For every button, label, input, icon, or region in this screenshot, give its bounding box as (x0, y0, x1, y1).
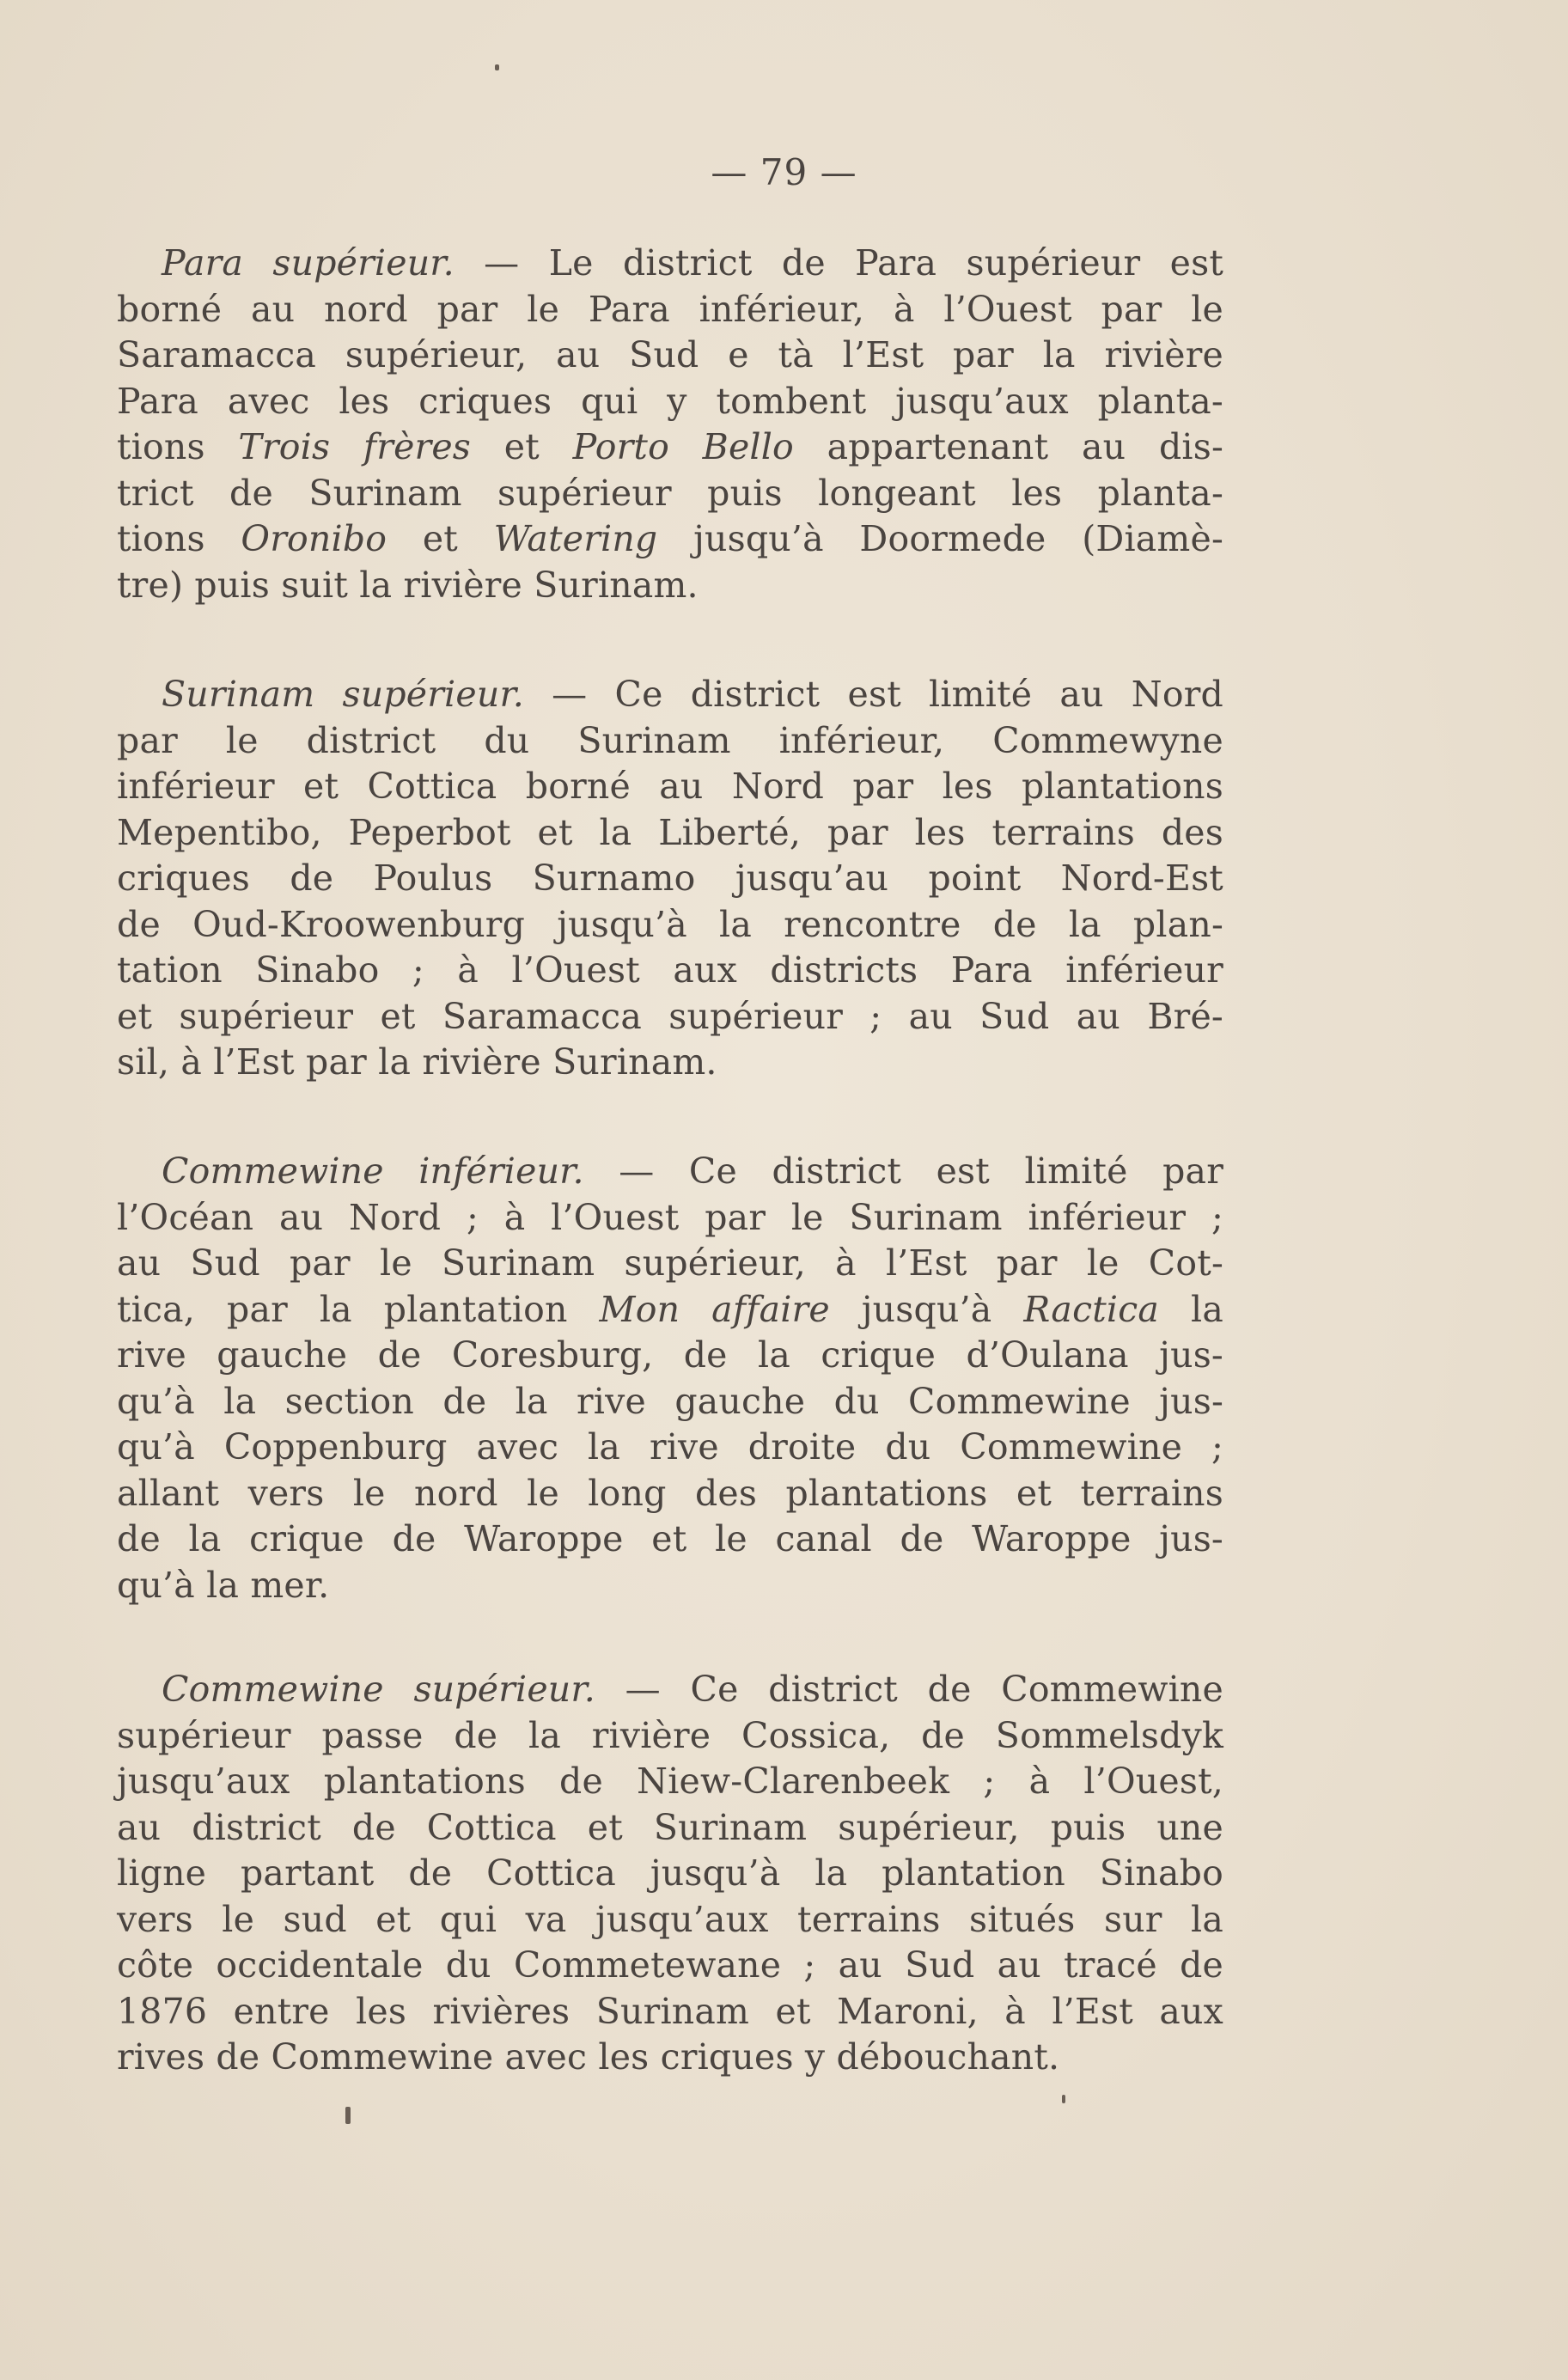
print-speck (1062, 2095, 1065, 2103)
text-line: qu’à Coppenburg avec la rive droite du Commewine ; (117, 1426, 1223, 1468)
text-line: qu’à la mer. (117, 1564, 330, 1606)
text-line: au district de Cottica et Surinam supérieur, puis une (117, 1806, 1223, 1848)
text-line: l’Océan au Nord ; à l’Ouest par le Surinam inférieur ; (117, 1196, 1223, 1238)
text-line: rive gauche de Coresburg, de la crique d’Oulana jus- (117, 1334, 1223, 1376)
page-number: — 79 — (711, 151, 857, 193)
paragraph-commewine-inferieur (117, 1149, 1223, 1608)
text-line: Commewine supérieur. — Ce district de Commewine (162, 1669, 1224, 1710)
text-line: ligne partant de Cottica jusqu’à la plantation Sinabo (117, 1852, 1223, 1894)
text-line: supérieur passe de la rivière Cossica, de Sommelsdyk (117, 1714, 1223, 1756)
text-line: Commewine inférieur. — Ce district est limité par (162, 1150, 1223, 1192)
print-speck (345, 2107, 351, 2124)
text-line: trict de Surinam supérieur puis longeant les planta- (117, 472, 1223, 514)
text-line: tions Oronibo et Watering jusqu’à Doormede (Diamè- (117, 518, 1224, 559)
text-line: tation Sinabo ; à l’Ouest aux districts Para inférieur (117, 949, 1223, 991)
text-line: borné au nord par le Para inférieur, à l’Ouest par le (117, 288, 1223, 330)
paragraph-surinam-superieur (117, 672, 1223, 1086)
text-line: 1876 entre les rivières Surinam et Maroni, à l’Est aux (117, 1990, 1223, 2032)
text-line: allant vers le nord le long des plantations et terrains (117, 1472, 1223, 1514)
text-line: qu’à la section de la rive gauche du Commewine jus- (117, 1380, 1223, 1422)
paragraph-commewine-superieur (117, 1667, 1223, 2081)
text-line: Surinam supérieur. — Ce district est limité au Nord (162, 674, 1223, 715)
text-line: vers le sud et qui va jusqu’aux terrains situés sur la (117, 1898, 1223, 1940)
print-speck (495, 64, 499, 70)
text-line: et supérieur et Saramacca supérieur ; au Sud au Bré- (117, 995, 1223, 1037)
text-line: Saramacca supérieur, au Sud e tà l’Est par la rivière (117, 334, 1223, 375)
text-line: côte occidentale du Commetewane ; au Sud au tracé de (117, 1944, 1223, 1986)
text-line: criques de Poulus Surnamo jusqu’au point Nord-Est (117, 857, 1223, 899)
text-line: rives de Commewine avec les criques y débouchant. (117, 2036, 1060, 2078)
text-line: Para avec les criques qui y tombent jusqu’aux planta- (117, 380, 1223, 422)
text-line: sil, à l’Est par la rivière Surinam. (117, 1041, 717, 1083)
text-line: jusqu’aux plantations de Niew-Clarenbeek ; à l’Ouest, (117, 1761, 1223, 1802)
text-line: Para supérieur. — Le district de Para supérieur est (162, 242, 1223, 284)
text-line: par le district du Surinam inférieur, Commewyne (117, 719, 1223, 761)
text-line: inférieur et Cottica borné au Nord par les plantations (117, 766, 1223, 807)
text-line: de la crique de Waroppe et le canal de Waroppe jus- (117, 1518, 1223, 1559)
text-line: tions Trois frères et Porto Bello appartenant au dis- (117, 426, 1223, 467)
paragraph-para-superieur (117, 241, 1223, 608)
text-line: Mepentibo, Peperbot et la Liberté, par les terrains des (117, 811, 1223, 853)
text-line: de Oud-Kroowenburg jusqu’à la rencontre de la plan- (117, 903, 1223, 945)
text-line: tica, par la plantation Mon affaire jusqu’à Ractica la (117, 1288, 1223, 1330)
text-line: tre) puis suit la rivière Surinam. (117, 564, 699, 606)
text-line: au Sud par le Surinam supérieur, à l’Est par le Cot- (117, 1242, 1223, 1284)
